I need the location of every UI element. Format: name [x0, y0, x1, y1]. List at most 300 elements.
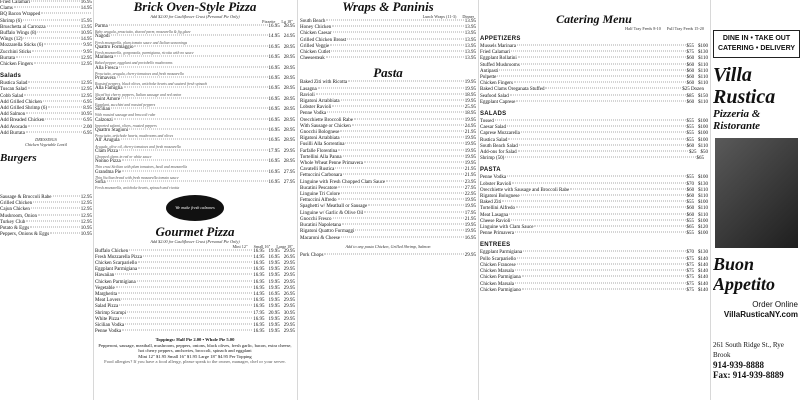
item-price: 19.95	[464, 148, 476, 154]
list-item	[0, 232, 92, 238]
item-name: Sicilian	[95, 107, 111, 113]
item-price: 25.95	[464, 105, 476, 111]
item-price: 19.95	[464, 136, 476, 142]
address-text: 261 South Ridge St., Rye Brook	[713, 341, 784, 359]
leader-dots	[343, 155, 464, 156]
salads-section-label: Salads	[0, 73, 22, 80]
item-description: Fresh mozzarella, artichoke hearts, spinach and ricotta	[95, 186, 180, 191]
item-price: $100	[698, 119, 708, 125]
item-price: 28.95	[283, 107, 295, 113]
item-name: Ravioli	[300, 92, 315, 98]
list-item	[0, 62, 92, 68]
leader-dots	[111, 108, 267, 109]
leader-dots	[41, 13, 91, 14]
website-link[interactable]: VillaRusticaNY.com	[723, 310, 798, 319]
item-price: $60	[686, 206, 695, 212]
item-name: Chicken Marsala	[480, 269, 515, 275]
item-name: Rigatoni Arrabbiata	[300, 136, 340, 142]
leader-dots	[50, 233, 80, 234]
leader-dots	[515, 282, 685, 283]
item-price: 27.95	[464, 185, 476, 191]
leader-dots	[341, 193, 464, 194]
item-name: Calzonzi	[95, 117, 113, 123]
item-name: Primavera	[95, 76, 116, 82]
item-price: 19.95	[268, 267, 280, 273]
item-name: Pork Chops	[300, 252, 324, 258]
item-name: Clams	[0, 6, 13, 12]
item-name: Baked Ziti	[480, 200, 502, 206]
item-price: 13.95	[464, 25, 476, 31]
item-price: 19.95	[464, 223, 476, 229]
item-name: Eggplant Parmigiana	[480, 250, 523, 256]
leader-dots	[338, 186, 463, 187]
item-price: $25 Dozen	[682, 87, 704, 93]
item-price: 13.95	[464, 19, 476, 24]
item-name: Polpette	[480, 75, 497, 81]
item-name: Grilled Chicken	[0, 201, 33, 207]
item-price: 29.95	[283, 273, 295, 279]
leader-dots	[326, 20, 463, 21]
item-price: $50	[700, 150, 708, 156]
item-price: $60	[686, 81, 695, 87]
leader-dots	[37, 32, 79, 33]
services-line: CATERING • DELIVERY	[717, 45, 796, 52]
leader-dots	[570, 188, 685, 189]
item-description: Baby arugula, prosciutto, shaved parm, mozzarella & fig glaze	[95, 30, 191, 35]
item-price: 28.95	[283, 44, 295, 50]
item-description: Eggplant, zucchini and roasted peppers	[95, 103, 156, 108]
item-description: Sliced hot cherry peppers, Italian sausage and red onion	[95, 92, 182, 97]
item-price: $60	[686, 68, 695, 74]
menu-panel-pizza	[95, 0, 295, 400]
item-price: 29.95	[283, 298, 295, 304]
fold-divider	[478, 0, 479, 400]
services-line: DINE IN • TAKE OUT	[722, 35, 791, 42]
item-price: 12.95	[80, 55, 92, 61]
leader-dots	[347, 38, 464, 39]
item-name: Orecchiette Broccoli Rabe	[300, 117, 354, 123]
leader-dots	[348, 81, 464, 82]
item-price: $130	[698, 181, 708, 187]
leader-dots	[32, 50, 82, 51]
item-price: 16.95	[268, 180, 280, 186]
item-price: 16.95	[268, 138, 280, 144]
item-price: $120	[698, 225, 708, 231]
item-price: $55	[686, 125, 694, 131]
leader-dots	[122, 170, 267, 171]
leader-dots	[516, 207, 686, 208]
item-price: $75	[686, 262, 694, 268]
leader-dots	[331, 51, 464, 52]
item-price: $100	[698, 218, 708, 224]
item-price: $75	[686, 281, 694, 287]
item-price: 6.95	[83, 130, 92, 136]
leader-dots	[521, 63, 686, 64]
gourmet-col-large: Large 18"	[276, 243, 293, 249]
item-price: 29.95	[283, 260, 295, 266]
catering-section-label: SALADS	[480, 111, 507, 118]
leader-dots	[28, 82, 79, 83]
item-price: $60	[686, 75, 695, 81]
item-name: Gnocchi Bolognese	[300, 130, 340, 136]
item-price: 13.95	[464, 50, 476, 56]
pizza-list	[95, 24, 295, 191]
leader-dots	[330, 44, 464, 45]
leader-dots	[114, 56, 267, 57]
item-price: 18.95	[464, 111, 476, 117]
item-price: 19.95	[268, 329, 280, 335]
item-description: With roasted sausage and broccoli rabe	[95, 113, 156, 118]
item-price: $110	[698, 56, 708, 62]
leader-dots	[26, 131, 82, 132]
item-name: Gnocchi Fresco	[300, 216, 332, 222]
item-price: 10.95	[80, 112, 92, 118]
restaurant-subtitle: Pizzeria & Ristorante	[713, 108, 761, 132]
item-price: 28.95	[283, 86, 295, 92]
leader-dots	[514, 82, 686, 83]
item-name: BQ Bacon Wrapped	[0, 12, 41, 18]
leader-dots	[28, 88, 80, 89]
item-price: $55	[686, 119, 694, 125]
item-name: Lasagna	[300, 86, 317, 92]
item-price: 21.95	[464, 130, 476, 136]
item-name: Bruschetta al Carrozza	[0, 24, 46, 30]
item-price: 10.95	[80, 226, 92, 232]
item-price: $110	[698, 99, 708, 105]
item-price: $110	[698, 68, 708, 74]
item-price: $140	[698, 287, 708, 293]
list-item	[300, 236, 476, 242]
salad-list	[0, 81, 92, 137]
leader-dots	[518, 57, 686, 58]
leader-dots	[340, 131, 463, 132]
item-price: $100	[698, 200, 708, 206]
toppings-prices: Mini 12" $1.95 Small 16" $1.95 Large 18" $4.95 Per Topping	[138, 353, 252, 359]
item-name: Sofia	[95, 180, 106, 186]
leader-dots	[34, 63, 80, 64]
leader-dots	[342, 224, 464, 225]
item-name: Bucatini Pescatore	[300, 185, 338, 191]
item-price: 16.95	[253, 304, 265, 310]
item-price: 24.95	[283, 34, 295, 40]
leader-dots	[386, 180, 464, 181]
item-price: $60	[686, 56, 695, 62]
item-name: Stuffed Mushrooms	[480, 62, 520, 68]
item-price: $55	[686, 137, 694, 143]
item-price: 12.95	[80, 87, 92, 93]
leader-dots	[517, 263, 686, 264]
item-name: Baked Ziti with Ricotta	[300, 80, 348, 86]
item-price: 6.95	[83, 118, 92, 124]
item-price: 6.95	[83, 99, 92, 105]
item-price: $100	[698, 131, 708, 137]
list-item	[300, 56, 476, 62]
item-price: 16.95	[268, 107, 280, 113]
menu-panel-appetizers	[0, 0, 92, 400]
size-label-large: Lg 18"	[281, 19, 293, 24]
leader-dots	[118, 292, 252, 293]
leader-dots	[14, 7, 80, 8]
item-name: Chicken Scarpariello	[95, 260, 138, 266]
item-price: 19.95	[464, 161, 476, 167]
item-price: $110	[698, 75, 708, 81]
item-price: 16.95	[268, 159, 280, 165]
item-name: Add Grilled Chicken	[0, 99, 42, 105]
item-name: Buffalo Chicken	[95, 248, 129, 254]
item-price: $100	[698, 137, 708, 143]
item-price: 21.95	[464, 216, 476, 222]
item-price: 12.95	[80, 207, 92, 213]
leader-dots	[497, 76, 685, 77]
item-description: Roasted peppers, black olives, artichoke hearts and sauteed fresh spinach	[95, 82, 208, 87]
item-price: $75	[686, 275, 694, 281]
item-price: $110	[698, 187, 708, 193]
item-name: Sausage & Broccoli Rabe	[0, 195, 52, 201]
item-price: 28.95	[283, 138, 295, 144]
item-name: Chicken Marsala	[480, 281, 515, 287]
item-price: 17.95	[253, 310, 265, 316]
list-item	[480, 156, 708, 162]
leader-dots	[510, 94, 686, 95]
leader-dots	[23, 38, 79, 39]
item-price: 16.95	[253, 298, 265, 304]
item-price: 18.95	[464, 92, 476, 98]
item-name: Tortellini Alla Panna	[300, 154, 342, 160]
item-price: 29.95	[283, 322, 295, 328]
item-name: Rustica Salad	[0, 81, 28, 87]
leader-dots	[521, 132, 686, 133]
leader-dots	[495, 120, 686, 121]
leader-dots	[507, 126, 686, 127]
item-price: $130	[698, 50, 708, 56]
item-price: 19.95	[268, 248, 280, 254]
item-name: Cavatelli Rustica	[300, 167, 335, 173]
item-price: 10.95	[80, 232, 92, 238]
leader-dots	[119, 66, 268, 67]
item-description: Imported salami, olives, roasted peppers	[95, 123, 157, 128]
item-description: Arugula, olive oil, cherry tomatoes and fresh mozzarella	[95, 144, 181, 149]
item-name: Tossed	[480, 119, 494, 125]
item-name: Tortellini Alfredo	[480, 206, 516, 212]
gourmet-list	[95, 249, 295, 336]
item-name: Marinera	[95, 55, 114, 61]
item-price: 8.95	[83, 106, 92, 112]
item-price: 13.95	[464, 31, 476, 37]
item-price: 14.95	[80, 37, 92, 43]
item-price: 16.95	[268, 24, 280, 29]
item-price: 28.95	[283, 24, 295, 29]
item-price: 19.95	[464, 142, 476, 148]
item-price: $110	[698, 143, 708, 149]
item-name: Penne Vodka	[480, 175, 507, 181]
buon-appetito: Buon Appetito	[713, 254, 775, 294]
item-name: Mushroom, Onion	[0, 213, 37, 219]
item-name: Honey Chicken	[300, 25, 332, 31]
leader-dots	[341, 100, 464, 101]
leader-dots	[119, 149, 268, 150]
item-price: 29.95	[283, 267, 295, 273]
leader-dots	[522, 288, 686, 289]
catering-section-label: ENTREES	[480, 242, 511, 249]
item-name: Chicken Caesar	[300, 31, 332, 37]
list-item	[480, 288, 708, 294]
leader-dots	[338, 149, 463, 150]
item-price: $60	[686, 187, 695, 193]
pizza-title: Brick Oven-Style Pizza	[133, 0, 257, 14]
menu-panel-catering	[480, 0, 708, 400]
item-price: $150	[698, 93, 708, 99]
item-price: $75	[686, 269, 694, 275]
item-name: Fettuccini Carbonara	[300, 173, 343, 179]
item-price: 19.95	[268, 260, 280, 266]
item-name: Add Burrata	[0, 130, 25, 136]
item-price: 29.95	[283, 248, 295, 254]
item-price: $75	[686, 256, 694, 262]
item-name: Quattro Formaggio	[95, 44, 134, 50]
item-name: Add-ons for Salad	[480, 150, 517, 156]
item-name: Clam Pizza	[95, 148, 118, 154]
leader-dots	[121, 97, 267, 98]
leader-dots	[16, 56, 80, 57]
wraps-title: Wraps & Paninis	[342, 0, 434, 14]
leader-dots	[31, 208, 80, 209]
item-price: $140	[698, 262, 708, 268]
leader-dots	[119, 305, 252, 306]
item-description: Fresh mozzarella, plum tomato sauce and Italian seasonings	[95, 40, 188, 45]
item-price: 29.95	[283, 279, 295, 285]
leader-dots	[318, 87, 464, 88]
item-price: 16.95	[253, 279, 265, 285]
item-price: $55	[686, 231, 694, 237]
soup-note: Chicken Vegetable Lentil	[25, 142, 67, 148]
leader-dots	[138, 268, 252, 269]
item-price: 12.95	[80, 195, 92, 201]
dressings-title: DRESSINGS	[35, 137, 57, 143]
item-price: 9.95	[83, 43, 92, 49]
item-price: $130	[698, 250, 708, 256]
item-description: Thin crust Sicilian with plum tomatoes, basil and mozzarella	[95, 165, 188, 170]
fold-divider	[710, 0, 711, 400]
item-name: Pollo Scarpariello	[480, 256, 516, 262]
item-name: Turkey Club	[0, 219, 26, 225]
item-price: 21.95	[464, 167, 476, 173]
leader-dots	[534, 226, 685, 227]
leader-dots	[53, 196, 80, 197]
item-price: 20.95	[268, 310, 280, 316]
item-price: 16.95	[253, 248, 265, 254]
item-name: Parma	[95, 24, 108, 29]
item-name: Potato & Eggs	[0, 226, 30, 232]
item-name: Linguine w/ Garlic & Olive Oil	[300, 210, 364, 216]
item-price: 15.95	[80, 18, 92, 24]
item-price: 28.95	[283, 96, 295, 102]
item-price: $55	[686, 131, 694, 137]
item-name: Peppers, Onions & Eggs	[0, 232, 50, 238]
item-price: 16.95	[268, 117, 280, 123]
item-price: 30.95	[283, 310, 295, 316]
item-price: $140	[698, 256, 708, 262]
order-online-label: Order Online	[752, 300, 798, 309]
item-name: Shrimp (50)	[480, 156, 505, 162]
leader-dots	[368, 205, 464, 206]
item-name: Nagodi	[95, 34, 110, 40]
item-name: Chicken Cutlet	[300, 50, 331, 56]
leader-dots	[316, 93, 464, 94]
item-name: South Beach Salad	[480, 143, 518, 149]
allergy-note: Food allergies? If you have a food allergy, please speak to the owner, manager, chef or your server.	[104, 358, 286, 364]
leader-dots	[111, 35, 268, 36]
leader-dots	[43, 100, 82, 101]
item-name: Spaghetti w/ Meatball or Sausage	[300, 204, 368, 210]
phone-number[interactable]: 914-939-8888	[713, 360, 764, 370]
item-name: Orecchiette with Sausage and Broccoli Rabe	[480, 187, 570, 193]
item-price: $55	[686, 175, 694, 181]
item-name: Linguine with Fresh Chopped Clam Sauce	[300, 179, 386, 185]
leader-dots	[335, 168, 463, 169]
toppings-line: Toppings: Half Pie 2.00 • Whole Pie 5.00	[155, 337, 235, 343]
item-price: 19.95	[464, 117, 476, 123]
item-name: Grilled Chicken Breast	[300, 37, 347, 43]
item-price: $55	[686, 44, 694, 49]
item-price: 29.95	[283, 285, 295, 291]
leader-dots	[26, 113, 80, 114]
item-price: 16.95	[253, 316, 265, 322]
item-name: Linguine with Clam Sauce	[480, 225, 534, 231]
leader-dots	[332, 106, 464, 107]
list-item	[480, 100, 708, 106]
leader-dots	[122, 330, 252, 331]
leader-dots	[115, 274, 252, 275]
item-price: 16.95	[253, 285, 265, 291]
leader-dots	[512, 182, 685, 183]
item-description: Fresh mozzarella, gorgonzola, parmigiana, ricotta with no sauce	[95, 51, 194, 56]
gourmet-col-mini: Mini 12"	[232, 243, 248, 249]
appetizer-list	[0, 0, 92, 68]
item-name: Grilled Veggie	[300, 43, 330, 49]
services-box	[713, 30, 800, 58]
item-name: Fresh Mozzarella Pizza	[95, 254, 142, 260]
item-price: 29.95	[283, 148, 295, 154]
leader-dots	[116, 286, 253, 287]
item-price: 19.95	[464, 204, 476, 210]
item-price: 12.95	[80, 213, 92, 219]
item-name: Hawaiian	[95, 273, 115, 279]
item-price: $100	[698, 125, 708, 131]
item-price: $25	[689, 150, 697, 156]
item-name: Salad Pizza	[95, 304, 119, 310]
item-name: Rigatoni Arrabbiata	[300, 99, 340, 105]
leader-dots	[121, 139, 268, 140]
item-price: $110	[698, 212, 708, 218]
item-name: Penne Primavera	[480, 231, 515, 237]
leader-dots	[45, 119, 82, 120]
item-price: 14.95	[268, 34, 280, 40]
item-price: 29.95	[464, 252, 476, 258]
catering-section-label: PASTA	[480, 167, 501, 174]
leader-dots	[109, 25, 268, 26]
pasta-title: Pasta	[373, 65, 403, 81]
item-price: $55	[686, 200, 694, 206]
leader-dots	[515, 232, 685, 233]
item-price: 28.95	[283, 159, 295, 165]
item-price: 28.95	[283, 55, 295, 61]
item-price: 16.95	[268, 86, 280, 92]
size-label-pizzette: Pizzette	[262, 19, 276, 24]
item-name: Baked Clams Oreganata Stuffed	[480, 87, 545, 93]
leader-dots	[134, 45, 267, 46]
item-name: With Sausage or Chicken	[300, 123, 351, 129]
item-name: Burrata	[0, 55, 15, 61]
